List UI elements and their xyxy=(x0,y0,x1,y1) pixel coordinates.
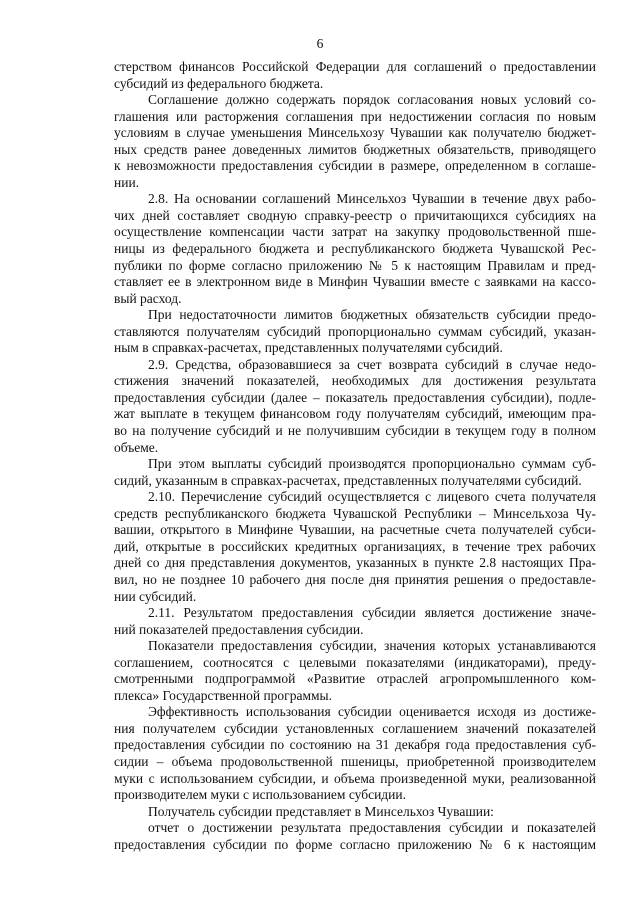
text-line: условиям в случае уменьшения Минсельхозу Чувашии как получателю бюджет- xyxy=(114,125,596,141)
text-line: дий, открытые в российских кредитных организациях, в течение трех рабочих xyxy=(114,538,596,554)
text-line: чих дней составляет сводную справку-реестр о причитающихся субсидиях на xyxy=(114,207,596,223)
text-line: Эффективность использования субсидии оценивается исходя из достиже- xyxy=(148,704,596,720)
text-line: стижения значений показателей, необходимых для достижения результата xyxy=(114,373,596,389)
text-line: производителем муки с использованием субсидии. xyxy=(114,787,406,803)
text-line: публики по форме согласно приложению № 5 к настоящим Правилам и пред- xyxy=(114,257,596,273)
text-line: предоставления субсидии по форме согласно приложению № 6 к настоящим xyxy=(114,836,596,852)
text-line: вый расход. xyxy=(114,290,182,306)
text-line: предоставления субсидии по состоянию на 31 декабря года предоставления суб- xyxy=(114,737,596,753)
text-line: При недостаточности лимитов бюджетных обязательств субсидии предо- xyxy=(148,307,596,323)
text-line: глашения или расторжения соглашения при недостижении согласия по новым xyxy=(114,108,596,124)
text-line: отчет о достижении результата предоставления субсидии и показателей xyxy=(148,820,596,836)
text-line: ным в справках-расчетах, представленных получателями субсидий. xyxy=(114,340,503,356)
text-line: Соглашение должно содержать порядок согласования новых условий со- xyxy=(148,92,596,108)
text-line: ставляет ее в электронном виде в Минфин Чувашии вместе с заявками на кассо- xyxy=(114,274,596,290)
text-line: смотренными подпрограммой «Развитие отраслей агропромышленного ком- xyxy=(114,671,596,687)
text-line: вашии, открытого в Минфине Чувашии, на расчетные счета получателей субси- xyxy=(114,522,596,538)
text-line: осуществление компенсации части затрат на закупку продовольственной пше- xyxy=(114,224,596,240)
text-line: вил, но не позднее 10 рабочего дня после дня принятия решения о предоставле- xyxy=(114,571,596,587)
text-line: соглашением, соотносятся с целевыми показателями (индикаторами), преду- xyxy=(114,654,596,670)
text-line: ний показателей предоставления субсидии. xyxy=(114,621,364,637)
body-text xyxy=(114,59,596,853)
text-line: 2.9. Средства, образовавшиеся за счет возврата субсидий в случае недо- xyxy=(148,356,596,372)
text-line: нии. xyxy=(114,174,140,190)
text-line: Получатель субсидии представляет в Минсельхоз Чувашии: xyxy=(148,803,494,819)
text-line: 2.10. Перечисление субсидий осуществляется с лицевого счета получателя xyxy=(148,489,596,505)
text-line: сидии – объема продовольственной пшеницы, приобретенной производителем xyxy=(114,753,596,769)
text-line: ставляются получателям субсидий пропорционально суммам субсидий, указан- xyxy=(114,323,596,339)
text-line: ницы из федерального бюджета и республиканского бюджета Чувашской Рес- xyxy=(114,241,596,257)
text-line: плекса» Государственной программы. xyxy=(114,687,332,703)
text-line: сидий, указанным в справках-расчетах, представленных получателями субсидий. xyxy=(114,472,582,488)
text-line: объеме. xyxy=(114,439,159,455)
page-number: 6 xyxy=(316,36,324,51)
text-line: дней со дня представления документов, указанных в пункте 2.8 настоящих Пра- xyxy=(114,555,596,571)
text-line: Показатели предоставления субсидии, значения которых устанавливаются xyxy=(148,638,596,654)
text-line: муки с использованием субсидии, и объема произведенной муки, реализованной xyxy=(114,770,596,786)
text-line: к невозможности предоставления субсидии в размере, определенном в соглаше- xyxy=(114,158,596,174)
text-line: жат выплате в текущем финансовом году получателям субсидий, имеющим пра- xyxy=(114,406,596,422)
text-line: ных средств ранее доведенных лимитов бюджетных обязательств, приводящего xyxy=(114,141,596,157)
text-line: ния получателем субсидии установленных соглашением значений показателей xyxy=(114,720,596,736)
text-line: 2.11. Результатом предоставления субсидии является достижение значе- xyxy=(148,605,596,621)
text-line: При этом выплаты субсидий производятся пропорционально суммам суб- xyxy=(148,456,596,472)
text-line: нии субсидий. xyxy=(114,588,197,604)
text-line: предоставления субсидии (далее – показатель предоставления субсидии), подле- xyxy=(114,389,596,405)
text-line: средств республиканского бюджета Чувашской Республики – Минсельхоза Чу- xyxy=(114,505,596,521)
text-line: стерством финансов Российской Федерации для соглашений о предоставлении xyxy=(114,59,596,74)
text-line: 2.8. На основании соглашений Минсельхоз Чувашии в течение двух рабо- xyxy=(148,191,596,207)
text-line: во на получение субсидий и не получившим субсидии в текущем году в полном xyxy=(114,423,596,439)
text-line: субсидий из федерального бюджета. xyxy=(114,75,324,91)
